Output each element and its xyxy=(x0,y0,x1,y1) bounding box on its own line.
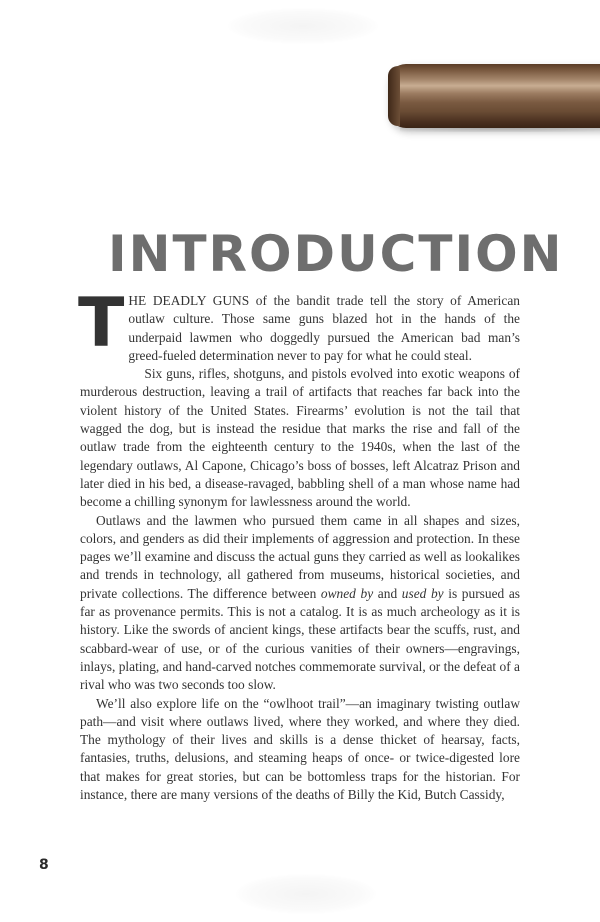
paragraph-3-text-c: is pursued as far as provenance permits. This is not a catalog. It is as much archeology as it is history. Like the swords of ancient kings, these artifacts bear the scuffs, rust, and scabbard-wear of use, or of the curious vanities of their owners—engravings, inlays, plating, and hand-carved notches commemorate survival, or the defeat of a rival who was two seconds too slow. xyxy=(80,585,520,693)
paragraph-3-text-a: Outlaws and the lawmen who pursued them came in all shapes and sizes, colors, and genders as did their implements of aggression and protection. In these pages we’ll examine and discuss the actual guns they carried as well as lookalikes and trends in technology, all gathered from museums, historical societies, and private collections. The difference between xyxy=(80,512,520,601)
paragraph-2: Six guns, rifles, shotguns, and pistols evolved into exotic weapons of murderous destruction, leaving a trail of artifacts that reaches far back into the violent history of the United States. Firearms’ evolution is not the tail that wagged the dog, but is instead the residue that marks the rise and fall of the outlaw trade from the eighteenth century to the 1940s, when the last of the legendary outlaws, Al Capone, Chicago’s boss of bosses, left Alcatraz Prison and later died in his bed, a disease-ravaged, babbling shell of a man whose name had become a chilling synonym for lawlessness around the world. xyxy=(80,366,520,510)
chapter-title: INTRODUCTION xyxy=(108,225,564,283)
lead-in-smallcaps: HE DEADLY GUNS xyxy=(128,293,250,308)
paragraph-1-text: of the bandit trade tell the story of American outlaw culture. Those same guns blazed hot in the hands of the underpaid lawmen who doggedly pursued the American bad man’s greed-fueled determination never to pay for what he could steal. xyxy=(128,293,520,363)
paragraph-3 xyxy=(80,512,520,695)
page-number: 8 xyxy=(39,857,49,873)
drop-cap: T xyxy=(78,284,125,363)
emphasis-owned-by: owned by xyxy=(320,585,374,601)
paragraph-1 xyxy=(78,284,520,365)
body-text xyxy=(78,284,520,804)
barrel-body xyxy=(388,64,600,128)
paragraph-3-text-b: and xyxy=(373,585,402,601)
emphasis-used-by: used by xyxy=(401,585,444,601)
page-smudge-top xyxy=(228,8,378,44)
barrel-muzzle xyxy=(388,66,400,126)
page-smudge-bottom xyxy=(236,874,376,914)
paragraph-4: We’ll also explore life on the “owlhoot trail”—an imaginary twisting outlaw path—and visit where outlaws lived, where they worked, and where they died. The mythology of their lives and skills is a dense thicket of hearsay, facts, fantasies, truths, delusions, and steaming heaps of once- or twice-digested lore that makes for great stories, but can be bottomless traps for the historian. For instance, there are many versions of the deaths of Billy the Kid, Butch Cassidy, xyxy=(80,695,520,803)
